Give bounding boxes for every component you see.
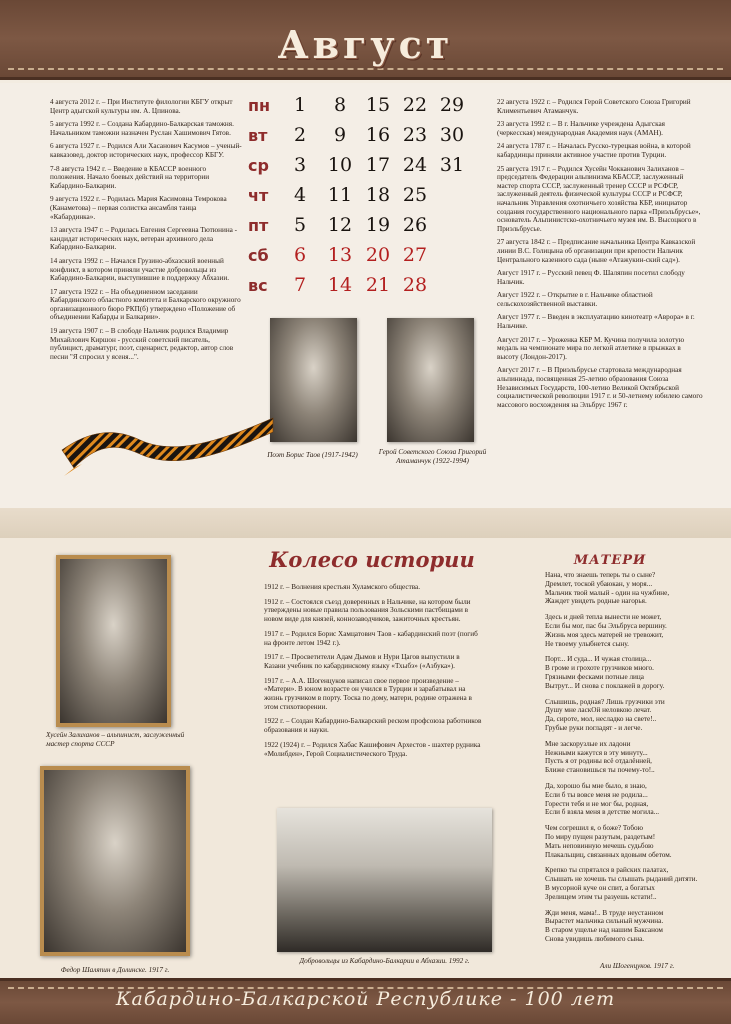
poem-line: Да, сироте, мол, несладко на свете!.. [545,715,657,724]
poem-line: Порт... И суда... И чужая столица... [545,655,652,664]
calendar-weekday: вт [248,126,268,145]
calendar-date: 25 [402,184,428,206]
poem-line: Вырастет мальчика сильный мужчина. [545,917,664,926]
events-left [50,98,243,366]
calendar-date: 16 [365,124,391,146]
poem-line: Зрелищем этим ты разуешь кстати!.. [545,892,657,901]
calendar-date: 28 [402,274,428,296]
poem-text [545,571,720,951]
photo-grigory-atamanchuk [387,318,474,442]
poem-line: Жаждет увидеть родные нагорья. [545,597,647,606]
poem-line: Если бы мог, пас бы Эльбруса вершину. [545,621,667,630]
calendar-date: 27 [402,244,428,266]
calendar-date: 4 [293,184,307,206]
poem-line: Вытрут... И снова с поклажей в дорогу. [545,681,665,690]
poem-line: Мальчик твой малый - один на чужбине, [545,588,670,597]
history-event: 1922 г. – Создан Кабардино-Балкарский реском профсоюза работников образования и науки. [264,717,482,735]
event-item: Август 1917 г. – Русский певец Ф. Шаляпин посетил слободу Нальчик. [497,269,685,286]
event-item: 4 августа 2012 г. – При Институте филологии КБГУ открыт Центр адыгской культуры им. А. Цпинова. [50,98,233,115]
poem-line: Не твоему улыбнется сыну. [545,639,629,648]
history-event: 1912 г. – Волнения крестьян Хуламского общества. [264,583,421,591]
history-event: 1912 г. – Состоялся съезд доверенных в Нальчике, на котором были утверждены новые правила пользования Зольскими пастбищами в новом виде для князей, коннозаводчиков, зажиточных крестьян. [264,597,471,624]
calendar-row [248,92,488,122]
calendar-date: 20 [365,244,391,266]
caption-grigory-atamanchuk: Герой Советского Союза Григорий Атаманчук (1922-1994) [378,448,487,465]
poem-author: Али Шогенцуков. 1917 г. [600,962,675,970]
history-event: 1917 г. – Просветители Адам Дымов и Нури Цагов выпустили в Казани учебник по кабардинскому языку «Тхыбэ» («Азбука»). [264,653,460,670]
poem-line: Слышать не хочешь ты слышать рыданий дитяти. [545,875,698,884]
calendar-weekday: вс [248,276,268,295]
poem-line: Слышишь, родная? Лишь грузчики эти [545,697,665,706]
event-item: 14 августа 1992 г. – Начался Грузино-абхазский военный конфликт, в котором приняли участие добровольцы из Кабардино-Балкарии, выступившие в поддержку Абхазии. [50,256,229,283]
poem-line: Да, хорошо бы мне было, я знаю, [545,781,647,790]
poem-line: Мне заскорузлые их ладони [545,739,631,748]
caption-husein-zalikhanov: Хусейн Залиханов – альпинист, заслуженный мастер спорта СССР [46,731,185,748]
poem-stanza [545,824,720,859]
poem-stanza [545,740,720,775]
calendar-date: 15 [365,94,391,116]
calendar-date: 9 [333,124,347,146]
calendar-date: 1 [293,94,307,116]
poem-line: Если б ты вовсе меня не родила... [545,790,648,799]
event-item: 6 августа 1927 г. – Родился Али Хасанович Касумов – ученый-кавказовед, доктор исторических наук, профессор КБГУ. [50,142,242,159]
photo-fedor-shalyapin [40,766,190,956]
event-item: 22 августа 1922 г. – Родился Герой Советского Союза Григорий Климентьевич Атаманчук. [497,98,691,115]
calendar-date: 6 [293,244,307,266]
calendar-date: 8 [333,94,347,116]
poem-line: Здесь и дней тепла вынести не может, [545,613,662,622]
poem-line: Крепко ты спрятался в райских палатах, [545,866,669,875]
calendar-date: 3 [293,154,307,176]
poem-stanza [545,571,720,606]
calendar-date: 5 [293,214,307,236]
poem-stanza [545,866,720,901]
calendar-date: 14 [327,274,353,296]
divider-band [0,508,731,538]
calendar-date: 31 [439,154,465,176]
poem-line: В громе и грохоте грузчиков много. [545,664,654,673]
poem-line: Нежными кажутся в эту минуту... [545,748,648,757]
calendar-date: 7 [293,274,307,296]
history-title: Колесо истории [269,547,475,572]
event-item: Август 1977 г. – Введен в эксплуатацию кинотеатр «Аврора» в г. Нальчике. [497,313,695,331]
calendar-date: 2 [293,124,307,146]
poem-line: Горести тебя и не мог бы, родная, [545,799,649,808]
poem-line: Душу мне ласкОй неловкою лечат. [545,706,652,715]
calendar-weekday: пн [248,96,271,115]
calendar-weekday: ср [248,156,269,175]
calendar-date: 21 [365,274,391,296]
calendar-row [248,182,488,212]
event-item: 5 августа 1992 г. – Создана Кабардино-Балкарская таможня. Начальником таможни назначен Руслан Хашимович Гятов. [50,120,234,137]
poem-line: Чем согрешил я, о боже? Тобою [545,824,643,833]
event-item: 27 августа 1842 г. – Предписание начальника Центра Кавказской линии В.С. Голицына об организации при крепости Нальчик Центрального казенного сада (ныне «Атажукин-ский сад»). [497,238,696,264]
calendar-date: 12 [327,214,353,236]
calendar-date: 30 [439,124,465,146]
calendar-row [248,242,488,272]
poem-line: По миру пущен разутым, раздетым! [545,832,656,841]
calendar-date: 22 [402,94,428,116]
poem-line: Если б взяла меня в детстве могила... [545,808,660,817]
poem-title: МАТЕРИ [573,553,647,568]
event-item: Август 2017 г. – В Приэльбрусье стартовала международная альпиниада, посвященная 25-летию образования Союза Независимых Государств, 100-летию Великой Октябрьской социалистической революции 1917 г. и 50-летнему юбилею самого массового восхождения на Эльбрус 1967 г. [497,366,703,409]
poem-line: Жизнь моя здесь матерей не тревожит, [545,630,664,639]
poem-line: Грубые руки погладят - и легче. [545,723,643,732]
calendar-weekday: сб [248,246,269,265]
poem-stanza [545,655,720,690]
poem-stanza [545,698,720,733]
poem-line: Нана, что знаешь теперь ты о сыне? [545,571,656,579]
event-item: 25 августа 1917 г. – Родился Хусейн Чокканович Залиханов – председатель Федерации альпинизма КБАССР, заслуженный мастер спорта СССР, заслуженный тренер СССР и РСФСР, заслуженный деятель физической культуры СССР и РСФСР, начальник Управления охотничьего хозяйства КБР, инициатор создания государственного национального парка «Приэльбрусье», основатель Альпинистско-охотничьего музея им. В. Высоцкого в Приэльбрусье. [497,164,701,233]
calendar-date: 23 [402,124,428,146]
caption-boris-taov: Поэт Борис Таов (1917-1942) [267,451,358,459]
event-item: 24 августа 1787 г. – Началась Русско-турецкая война, в которой кабардинцы приняли активное участие против Турции. [497,142,691,159]
event-item: 17 августа 1922 г. – На объединенном заседании Кабардинского областного комитета и Балкарского окружного организационного бюро РКП(б) утверждено «Положение об объединении Кабарды и Балкарии». [50,287,241,322]
event-item: Август 1922 г. – Открытие в г. Нальчике областной сельскохозяйственной выставки. [497,291,653,308]
poem-stanza [545,613,720,648]
caption-fedor-shalyapin: Федор Шаляпин в Долинске. 1917 г. [60,966,170,974]
poem-line: Дремлет, тоской убаюкан, у моря... [545,579,653,588]
calendar-date: 10 [327,154,353,176]
poem-line: Снова увидишь любимого сына. [545,934,645,943]
event-item: 13 августа 1947 г. – Родилась Евгения Сергеевна Тютюнина - кандидат исторических наук, ветеран архивного дела Кабардино-Балкарии. [50,226,238,252]
poem-line: Грязными фесками потные лица [545,672,644,681]
footer-title: Кабардино-Балкарской Республике - 100 лет [115,988,616,1010]
photo-boris-taov [270,318,357,442]
calendar-date: 19 [365,214,391,236]
event-item: 19 августа 1907 г. – В слободе Нальчик родился Владимир Михайлович Киршон - русский советский писатель, публицист, драматург, поэт, сценарист, редактор, автор слов песни "Я спросил у ясеня...". [50,327,234,361]
calendar-weekday: чт [248,186,269,205]
calendar-row [248,212,488,242]
caption-volunteers: Добровольцы из Кабардино-Балкарии в Абхазии. 1992 г. [299,957,470,965]
poem-line: В старом ущелье над нашим Баксаном [545,926,663,935]
st-george-ribbon [60,410,275,478]
calendar-weekday: пт [248,216,269,235]
events-right [497,98,703,414]
poem-line: Плакальщиц, связанных вдовьим обетом. [545,850,672,859]
poem-stanza [545,782,720,817]
event-item: 23 августа 1992 г. – В г. Нальчике учреждена Адыгская (черкесская) международная Академия наук (АМАН). [497,120,665,137]
history-events [264,583,482,764]
calendar-date: 11 [327,184,353,206]
poem-line: Пусть я от родины всё отдалённей, [545,757,652,766]
poem-stanza [545,909,720,944]
event-item: 7-8 августа 1942 г. – Введение в КБАССР военного положения. Начало боевых действий на территории Кабардино-Балкарии. [50,164,210,190]
calendar-date: 18 [365,184,391,206]
poem-line: Жди меня, мама!.. В труде неустанном [545,908,664,917]
history-event: 1922 (1924) г. – Родился Хабас Кашифович Архестов - шахтер рудника «Молибден», Герой Социалистического Труда. [264,740,481,758]
photo-husein-zalikhanov [56,555,171,727]
calendar-date: 29 [439,94,465,116]
month-title: Август [277,22,454,67]
history-event: 1917 г. – А.А. Шогенцуков написал свое первое произведение – «Матери». В юном возрасте он учился в Турции и зарабатывал на жизнь грузчиком в порту. Тоска по дому, матери, родине отражена в этом стихотворении. [264,676,472,711]
calendar-date: 17 [365,154,391,176]
poem-line: Мать неповинную мечешь судьбою [545,841,654,850]
photo-volunteers [277,808,492,952]
history-event: 1917 г. – Родился Борис Хамцатович Таов - кабардинский поэт (погиб на фронте летом 1942 г.). [264,629,478,647]
calendar-date: 24 [402,154,428,176]
poem-line: Ближе становишься ты почему-то!.. [545,766,655,775]
calendar-row [248,152,488,182]
calendar-row [248,272,488,302]
calendar-date: 26 [402,214,428,236]
calendar-row [248,122,488,152]
event-item: Август 2017 г. – Уроженка КБР М. Кучина получила золотую медаль на чемпионате мира по легкой атлетике в прыжках в высоту (Лондон-2017). [497,335,685,361]
poem-line: В мусорной куче он спит, а богатых [545,883,655,892]
event-item: 9 августа 1922 г. – Родилась Мария Касимовна Темрокова (Канаметова) – первая солистка ансамбля танца «Кабардинка». [50,195,227,221]
calendar-date: 13 [327,244,353,266]
